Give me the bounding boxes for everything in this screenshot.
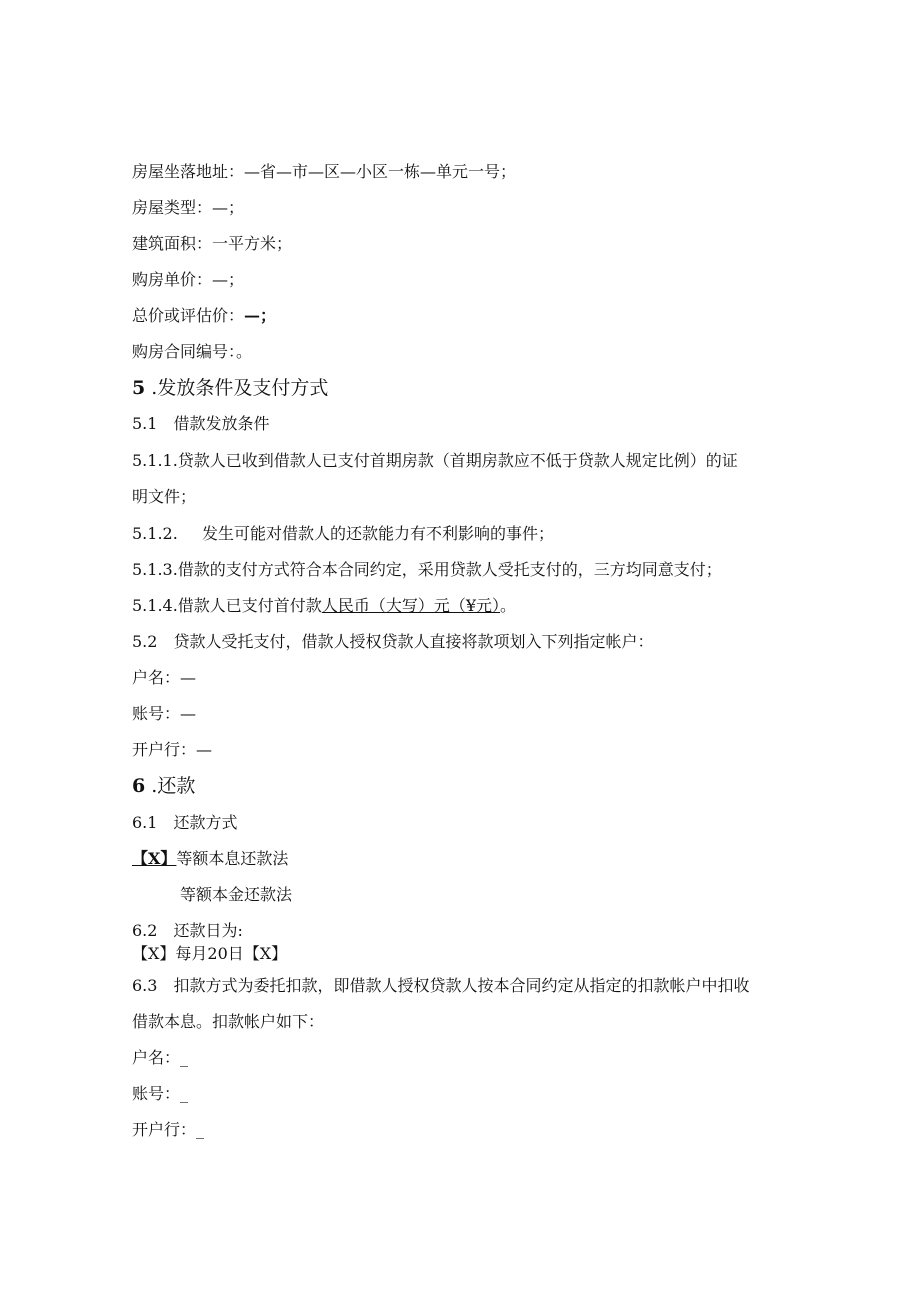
repayment-option-2: 等额本金还款法 (180, 885, 293, 904)
section-6-number: 6 (132, 775, 146, 797)
clause-5-1-1-line2: 明文件； (132, 487, 197, 506)
clause-6-1: 6.1 还款方式 (132, 813, 238, 832)
clause-6-3-line1: 6.3 扣款方式为委托扣款，即借款人授权贷款人按本合同约定从指定的扣款帐户中扣收 (132, 976, 750, 995)
property-type: 房屋类型：—； (132, 198, 245, 217)
section-5-heading (132, 376, 328, 400)
clause-5-1-1-line1: 5.1.1.贷款人已收到借款人已支付首期房款（首期房款应不低于贷款人规定比例）的证 (132, 451, 738, 470)
clause-5-1-2 (132, 524, 554, 544)
clause-6-2: 6.2 还款日为: (132, 921, 243, 940)
section-6-title: .还款 (151, 775, 196, 797)
debit-account-bank: 开户行：_ (132, 1120, 205, 1139)
account-number: 账号：— (132, 704, 197, 723)
clause-5-1-4-prefix: 5.1.4.借款人已支付首付款 (132, 596, 322, 615)
account-bank: 开户行：— (132, 740, 213, 759)
account-name: 户名：— (132, 668, 197, 687)
clause-5-1-3: 5.1.3.借款的支付方式符合本合同约定，采用贷款人受托支付的，三方均同意支付； (132, 560, 722, 579)
section-5-number: 5 (132, 377, 146, 399)
debit-account-name: 户名：_ (132, 1048, 189, 1067)
clause-5-1-2-text: 发生可能对借款人的还款能力有不利影响的事件； (202, 524, 555, 543)
section-6-heading (132, 774, 195, 798)
clause-5-1: 5.1 借款发放条件 (132, 414, 270, 433)
clause-5-1-4 (132, 596, 516, 616)
property-contract-no: 购房合同编号：。 (132, 342, 253, 361)
total-price-label: 总价或评估价： (132, 306, 245, 325)
option-1-label: 等额本息还款法 (176, 849, 289, 868)
clause-6-3-line2: 借款本息。扣款帐户如下： (132, 1012, 325, 1031)
repayment-option-1 (132, 849, 288, 869)
clause-5-2: 5.2 贷款人受托支付，借款人授权贷款人直接将款项划入下列指定帐户： (132, 632, 654, 651)
clause-5-1-4-suffix: 。 (500, 596, 517, 615)
property-area: 建筑面积：一平方米； (132, 234, 293, 253)
debit-account-number: 账号：_ (132, 1084, 189, 1103)
repayment-day: 【X】每月20日【X】 (132, 944, 288, 963)
property-address: 房屋坐落地址：—省—市—区—小区一栋—单元一号； (132, 162, 517, 181)
property-unit-price: 购房单价：—； (132, 270, 245, 289)
total-price-value: —； (244, 306, 277, 325)
option-1-checkbox-mark: 【X】 (132, 849, 177, 868)
clause-5-1-4-amount: 人民币（大写）元（¥元） (321, 596, 500, 615)
clause-5-1-2-number: 5.1.2. (132, 524, 178, 543)
section-5-title: .发放条件及支付方式 (151, 377, 329, 399)
property-total-price (132, 306, 276, 326)
